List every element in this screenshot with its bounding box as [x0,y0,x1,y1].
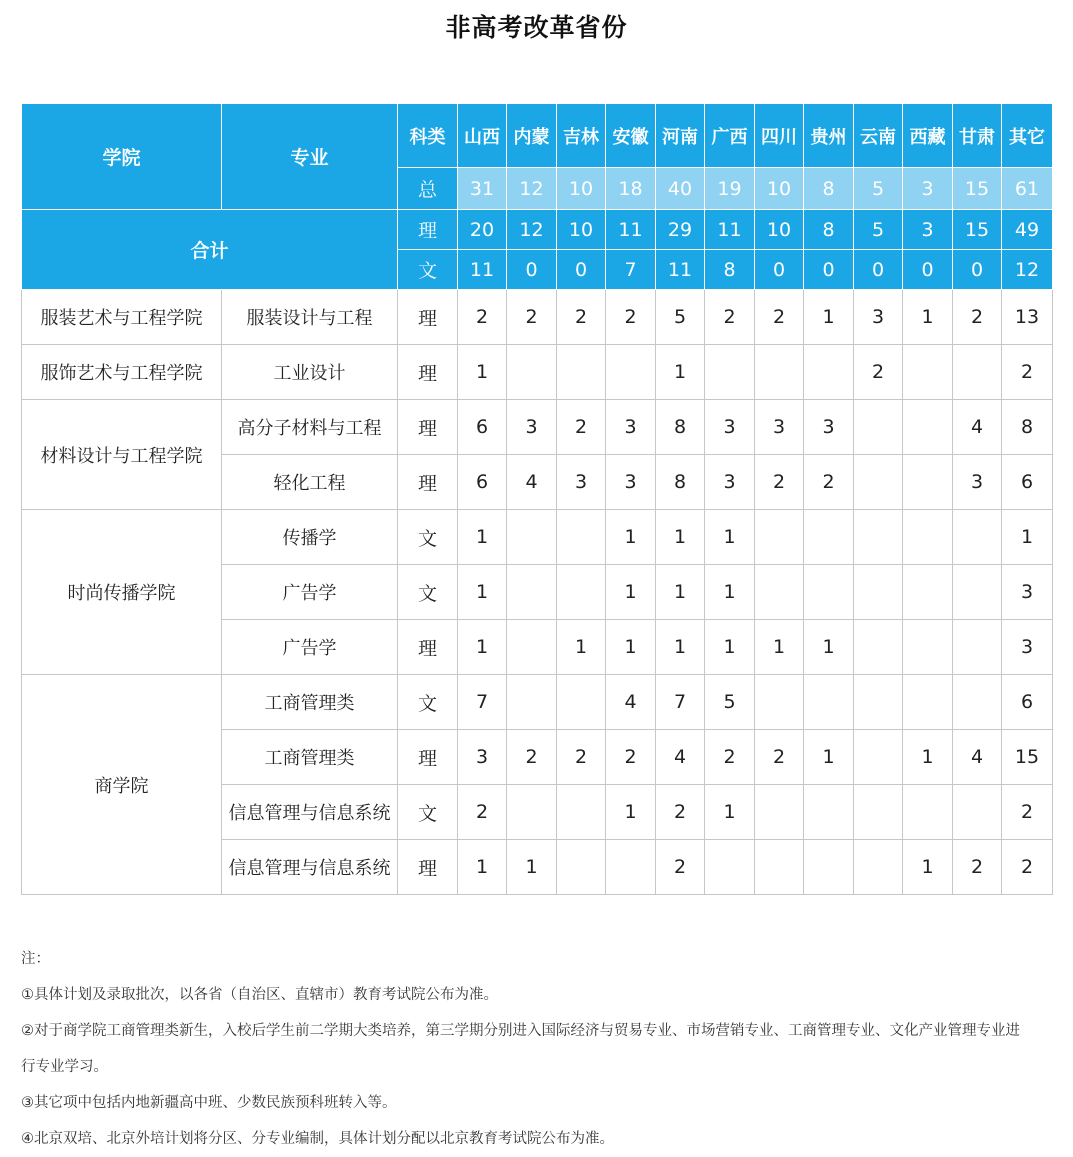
quota-cell: 6 [1002,455,1053,510]
science-total-value: 5 [854,210,903,250]
enrollment-plan-table [21,103,1053,895]
quota-cell: 3 [804,400,854,455]
category-cell: 理 [398,455,458,510]
quota-cell: 1 [606,785,656,840]
quota-cell [557,345,606,400]
header-province: 吉林 [557,104,606,168]
quota-cell: 4 [953,730,1002,785]
category-cell: 理 [398,840,458,895]
quota-cell: 2 [507,730,557,785]
quota-cell: 1 [705,565,755,620]
quota-cell: 2 [953,290,1002,345]
quota-cell: 2 [705,290,755,345]
category-cell: 理 [398,345,458,400]
quota-cell: 1 [1002,510,1053,565]
arts-total-value: 12 [1002,250,1053,290]
quota-cell: 3 [606,400,656,455]
quota-cell: 1 [606,620,656,675]
science-total-value: 3 [903,210,953,250]
category-cell: 文 [398,510,458,565]
quota-cell: 3 [705,455,755,510]
total-value: 12 [507,168,557,210]
header-province: 贵州 [804,104,854,168]
major-name: 服装设计与工程 [222,290,398,345]
quota-cell: 3 [1002,565,1053,620]
arts-total-value: 11 [656,250,705,290]
quota-cell: 3 [705,400,755,455]
total-value: 10 [557,168,606,210]
quota-cell: 1 [656,345,705,400]
quota-cell [953,620,1002,675]
quota-cell: 3 [507,400,557,455]
science-total-value: 20 [458,210,507,250]
header-province: 四川 [755,104,804,168]
quota-cell: 1 [606,565,656,620]
quota-cell [755,565,804,620]
total-category: 总 [398,168,458,210]
notes-heading: 注： [21,951,50,967]
quota-cell [804,785,854,840]
quota-cell: 2 [854,345,903,400]
note-item: ④北京双培、北京外培计划将分区、分专业编制，具体计划分配以北京教育考试院公布为准。 [21,1131,614,1147]
table-row [22,510,1053,565]
arts-total-value: 8 [705,250,755,290]
quota-cell [854,675,903,730]
arts-total-value: 0 [854,250,903,290]
quota-cell [804,840,854,895]
science-total-value: 11 [606,210,656,250]
header-province: 云南 [854,104,903,168]
total-value: 5 [854,168,903,210]
quota-cell: 1 [705,620,755,675]
quota-cell [507,345,557,400]
quota-cell [903,400,953,455]
quota-cell: 2 [755,730,804,785]
quota-cell [903,675,953,730]
category-cell: 理 [398,400,458,455]
note-item: ③其它项中包括内地新疆高中班、少数民族预科班转入等。 [21,1095,397,1111]
quota-cell [557,510,606,565]
quota-cell: 1 [705,785,755,840]
quota-cell [557,675,606,730]
quota-cell: 2 [606,730,656,785]
quota-cell: 1 [458,840,507,895]
major-name: 高分子材料与工程 [222,400,398,455]
quota-cell: 2 [804,455,854,510]
category-cell: 文 [398,785,458,840]
quota-cell [903,345,953,400]
quota-cell [804,510,854,565]
major-name: 工商管理类 [222,675,398,730]
category-cell: 理 [398,730,458,785]
quota-cell: 3 [1002,620,1053,675]
total-value: 15 [953,168,1002,210]
table-body [22,290,1053,895]
quota-cell: 3 [458,730,507,785]
note-item: 行专业学习。 [21,1059,108,1075]
quota-cell: 2 [458,785,507,840]
school-name: 服装艺术与工程学院 [22,290,222,345]
total-value: 19 [705,168,755,210]
quota-cell [903,785,953,840]
quota-cell: 1 [705,510,755,565]
science-total-value: 10 [557,210,606,250]
quota-cell: 1 [656,565,705,620]
quota-cell [903,620,953,675]
quota-cell [903,565,953,620]
science-total-value: 8 [804,210,854,250]
major-name: 工业设计 [222,345,398,400]
science-total-value: 29 [656,210,705,250]
quota-cell [953,510,1002,565]
table-row [22,345,1053,400]
major-name: 广告学 [222,620,398,675]
header-province: 西藏 [903,104,953,168]
quota-cell: 2 [557,730,606,785]
quota-cell [854,730,903,785]
header-province: 其它 [1002,104,1053,168]
quota-cell: 15 [1002,730,1053,785]
quota-cell: 1 [804,730,854,785]
quota-cell: 7 [656,675,705,730]
page-title: 非高考改革省份 [445,13,628,42]
arts-total-value: 0 [755,250,804,290]
quota-cell [705,840,755,895]
arts-total-value: 0 [804,250,854,290]
school-name: 时尚传播学院 [22,510,222,675]
science-total-value: 49 [1002,210,1053,250]
quota-cell: 2 [507,290,557,345]
table-row [22,675,1053,730]
table-row [22,400,1053,455]
major-name: 信息管理与信息系统 [222,785,398,840]
total-value: 8 [804,168,854,210]
quota-cell [854,785,903,840]
quota-cell [507,785,557,840]
quota-cell: 2 [656,840,705,895]
notes [21,941,1066,1157]
quota-cell: 3 [557,455,606,510]
quota-cell [953,565,1002,620]
quota-cell: 1 [606,510,656,565]
quota-cell: 3 [854,290,903,345]
table-row [22,290,1053,345]
quota-cell: 4 [606,675,656,730]
quota-cell: 7 [458,675,507,730]
quota-cell: 4 [656,730,705,785]
quota-cell: 1 [458,510,507,565]
total-value: 61 [1002,168,1053,210]
quota-cell: 2 [1002,785,1053,840]
quota-cell [953,675,1002,730]
arts-total-value: 11 [458,250,507,290]
arts-total-value: 0 [507,250,557,290]
quota-cell: 2 [557,400,606,455]
quota-cell [507,565,557,620]
header-category: 科类 [398,104,458,168]
quota-cell [755,785,804,840]
quota-cell [507,675,557,730]
quota-cell [854,840,903,895]
quota-cell: 5 [656,290,705,345]
quota-cell: 6 [1002,675,1053,730]
quota-cell [507,510,557,565]
quota-cell [705,345,755,400]
quota-cell [755,840,804,895]
quota-cell [557,565,606,620]
school-name: 商学院 [22,675,222,895]
quota-cell: 1 [755,620,804,675]
total-value: 3 [903,168,953,210]
quota-cell: 2 [1002,840,1053,895]
major-name: 信息管理与信息系统 [222,840,398,895]
table-header [22,104,1053,290]
quota-cell [854,620,903,675]
quota-cell: 1 [458,620,507,675]
total-value: 18 [606,168,656,210]
category-cell: 理 [398,290,458,345]
quota-cell: 1 [656,620,705,675]
quota-cell: 6 [458,400,507,455]
quota-cell: 1 [656,510,705,565]
quota-cell: 3 [606,455,656,510]
quota-cell: 4 [507,455,557,510]
school-name: 服饰艺术与工程学院 [22,345,222,400]
quota-cell: 3 [953,455,1002,510]
quota-cell: 1 [804,290,854,345]
quota-cell: 6 [458,455,507,510]
quota-cell [507,620,557,675]
header-province: 安徽 [606,104,656,168]
science-category: 理 [398,210,458,250]
quota-cell [903,510,953,565]
quota-cell: 1 [903,730,953,785]
science-total-value: 15 [953,210,1002,250]
total-value: 31 [458,168,507,210]
quota-cell: 1 [458,565,507,620]
quota-cell [953,785,1002,840]
quota-cell [854,455,903,510]
category-cell: 文 [398,565,458,620]
note-item: ②对于商学院工商管理类新生，入校后学生前二学期大类培养，第三学期分别进入国际经济与贸易专业、市场营销专业、工商管理专业、文化产业管理专业进 [21,1023,1020,1039]
quota-cell [606,345,656,400]
header-province: 内蒙 [507,104,557,168]
quota-cell: 5 [705,675,755,730]
arts-total-value: 0 [953,250,1002,290]
major-name: 轻化工程 [222,455,398,510]
header-school: 学院 [22,104,222,210]
quota-cell: 2 [656,785,705,840]
totals-label: 合计 [22,210,398,290]
arts-category: 文 [398,250,458,290]
quota-cell: 2 [705,730,755,785]
quota-cell [804,675,854,730]
quota-cell [557,840,606,895]
quota-cell: 2 [755,290,804,345]
quota-cell: 3 [755,400,804,455]
quota-cell: 13 [1002,290,1053,345]
header-province: 广西 [705,104,755,168]
quota-cell: 1 [458,345,507,400]
science-total-value: 12 [507,210,557,250]
science-total-value: 10 [755,210,804,250]
category-cell: 理 [398,620,458,675]
quota-cell [804,345,854,400]
quota-cell: 4 [953,400,1002,455]
quota-cell: 8 [656,400,705,455]
quota-cell: 1 [903,290,953,345]
note-item: ①具体计划及录取批次，以各省（自治区、直辖市）教育考试院公布为准。 [21,987,498,1003]
major-name: 工商管理类 [222,730,398,785]
quota-cell: 1 [804,620,854,675]
quota-cell: 1 [903,840,953,895]
major-name: 广告学 [222,565,398,620]
header-province: 山西 [458,104,507,168]
quota-cell: 1 [507,840,557,895]
quota-cell [903,455,953,510]
major-name: 传播学 [222,510,398,565]
arts-total-value: 0 [557,250,606,290]
quota-cell: 2 [953,840,1002,895]
quota-cell [755,345,804,400]
quota-cell [755,510,804,565]
arts-total-value: 0 [903,250,953,290]
school-name: 材料设计与工程学院 [22,400,222,510]
header-major: 专业 [222,104,398,210]
header-province: 河南 [656,104,705,168]
quota-cell [557,785,606,840]
quota-cell: 8 [1002,400,1053,455]
quota-cell [804,565,854,620]
quota-cell: 2 [606,290,656,345]
quota-cell: 1 [557,620,606,675]
quota-cell [953,345,1002,400]
quota-cell [854,510,903,565]
science-total-value: 11 [705,210,755,250]
quota-cell: 2 [557,290,606,345]
arts-total-value: 7 [606,250,656,290]
quota-cell [606,840,656,895]
quota-cell: 8 [656,455,705,510]
quota-cell [755,675,804,730]
quota-cell [854,565,903,620]
quota-cell: 2 [1002,345,1053,400]
total-value: 10 [755,168,804,210]
header-province: 甘肃 [953,104,1002,168]
quota-cell: 2 [755,455,804,510]
quota-cell: 2 [458,290,507,345]
quota-cell [854,400,903,455]
total-value: 40 [656,168,705,210]
category-cell: 文 [398,675,458,730]
